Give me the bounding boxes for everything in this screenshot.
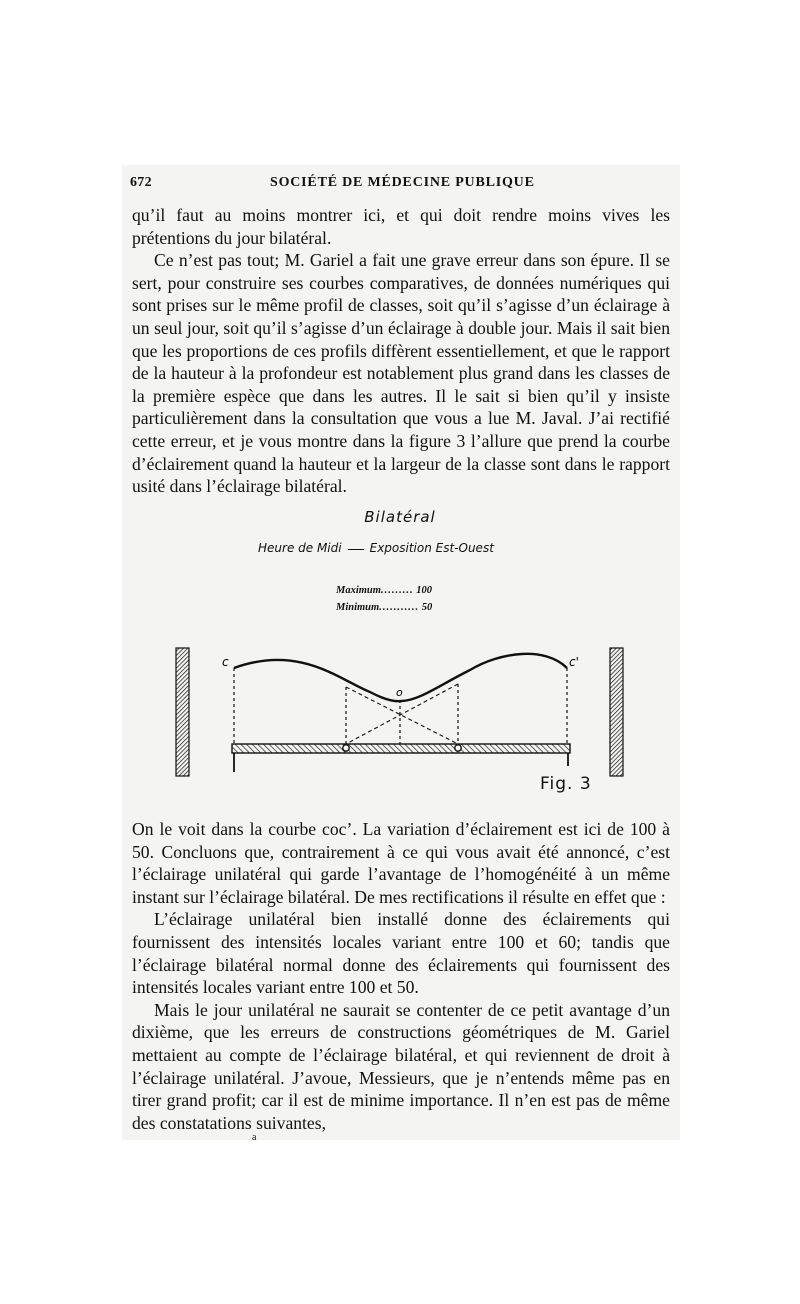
- floor: [232, 744, 570, 753]
- point-label-c-prime: c': [569, 655, 579, 669]
- figure-title: Bilatéral: [364, 508, 436, 526]
- floor-point: [455, 745, 461, 751]
- leader-dots: .........: [380, 585, 414, 596]
- legend-value: 50: [421, 602, 433, 613]
- paragraph: L’éclairage unilatéral bien installé donne des éclairements qui fournissent des intensités locales variant entre 100 et 60; tandis que l’éclairage bilatéral normal donne des éclairements qui fournissent des intensités locales variant entre 100 et 50.: [132, 909, 670, 998]
- running-title: SOCIÉTÉ DE MÉDECINE PUBLIQUE: [270, 175, 535, 190]
- figure-subtitle-exposure: Exposition Est-Ouest: [369, 541, 494, 555]
- leader-dots: ...........: [379, 602, 420, 613]
- page-number: 672: [130, 175, 152, 190]
- body-text-top: [132, 204, 670, 498]
- figure-label: Fig. 3: [540, 774, 592, 794]
- right-wall: [610, 648, 623, 776]
- figure-subtitle-time: Heure de Midi: [258, 541, 342, 555]
- figure-subtitle: [258, 541, 494, 555]
- legend-label: Maximum: [336, 585, 381, 596]
- left-wall: [176, 648, 189, 776]
- floor-point: [343, 745, 349, 751]
- paragraph: qu’il faut au moins montrer ici, et qui doit rendre moins vives les prétentions du jour bilatéral.: [132, 205, 670, 248]
- paragraph: Ce n’est pas tout; M. Gariel a fait une grave erreur dans son épure. Il se sert, pour construire ses courbes comparatives, de données numériques qui sont prises sur le même profil de classes, soit qu’il s’agisse d’un éclairage à un seul jour, soit qu’il s’agisse d’un éclairage à double jour. Mais il sait bien que les proportions de ces profils diffèrent essentiellement, et que le rapport de la hauteur à la profondeur est notablement plus grand dans les classes de la première espèce que dans les autres. Il le sait si bien qu’il y insiste particulièrement dans la consultation que vous a lue M. Javal. J’ai rectifié cette erreur, et je vous montre dans la figure 3 l’allure que prend la courbe d’éclairement quand la hauteur et la largeur de la classe sont dans le rapport usité dans l’éclairage bilatéral.: [132, 250, 670, 497]
- legend-maximum: [336, 585, 432, 596]
- body-text-bottom: [132, 818, 670, 1134]
- paragraph: Mais le jour unilatéral ne saurait se contenter de ce petit avantage d’un dixième, que les erreurs de constructions géométriques de M. Gariel mettaient au compte de l’éclairage bilatéral, et qui reviennent de droit à l’éclairage unilatéral. J’avoue, Messieurs, que je n’entends même pas en tirer grand profit; car il est de minime importance. Il n’en est pas de même des constatations suivantes,: [132, 999, 670, 1133]
- illumination-diagram: [170, 640, 630, 785]
- page-header: [130, 175, 670, 199]
- legend-label: Minimum: [336, 602, 380, 613]
- subtitle-dash: [348, 549, 364, 550]
- point-label-c: c: [222, 655, 229, 669]
- legend-minimum: [336, 602, 432, 613]
- legend-value: 100: [416, 585, 432, 596]
- footer-mark: a: [252, 1132, 257, 1143]
- point-label-o: o: [396, 686, 403, 699]
- paragraph: On le voit dans la courbe coc’. La variation d’éclairement est ici de 100 à 50. Concluons que, contrairement à ce qui vous avait été annoncé, c’est l’éclairage unilatéral qui garde l’avantage de l’homogénéité à un même instant sur l’éclairage bilatéral. De mes rectifications il résulte en effet que :: [132, 819, 670, 907]
